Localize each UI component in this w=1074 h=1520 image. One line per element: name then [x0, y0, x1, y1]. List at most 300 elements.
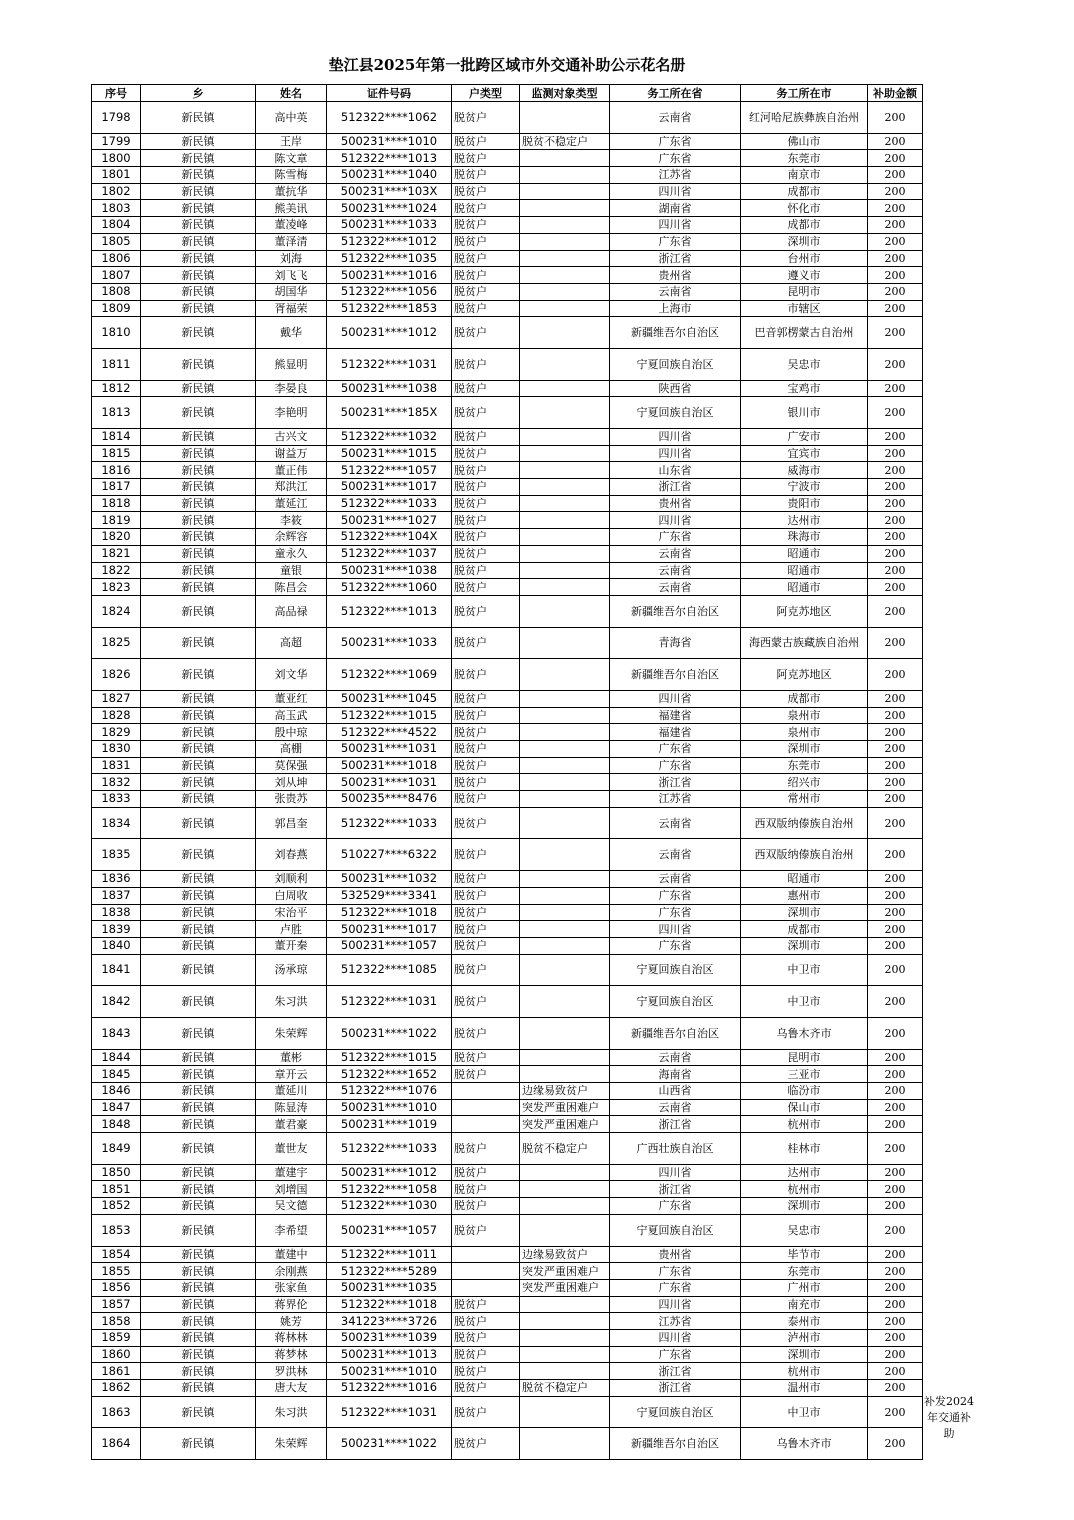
row-monitor-type — [520, 807, 610, 839]
row-town: 新民镇 — [141, 1329, 256, 1346]
row-name: 姚芳 — [256, 1313, 327, 1330]
table-row — [92, 757, 923, 774]
row-household-type: 脱贫户 — [452, 1313, 520, 1330]
row-seq: 1802 — [92, 183, 141, 200]
row-town: 新民镇 — [141, 707, 256, 724]
row-monitor-type — [520, 495, 610, 512]
row-amount: 200 — [868, 1214, 923, 1246]
table-row — [92, 250, 923, 267]
row-seq: 1845 — [92, 1066, 141, 1083]
row-id-number: 512322****1033 — [327, 495, 452, 512]
table-row — [92, 1263, 923, 1280]
row-seq: 1803 — [92, 200, 141, 217]
row-town: 新民镇 — [141, 1246, 256, 1263]
row-seq: 1849 — [92, 1133, 141, 1165]
row-household-type: 脱贫户 — [452, 317, 520, 349]
row-id-number: 500231****1018 — [327, 757, 452, 774]
row-name: 董世友 — [256, 1133, 327, 1165]
row-work-province: 福建省 — [610, 724, 741, 741]
row-name: 高超 — [256, 627, 327, 659]
row-seq: 1842 — [92, 986, 141, 1018]
row-amount: 200 — [868, 133, 923, 150]
row-household-type: 脱贫户 — [452, 1017, 520, 1049]
row-work-province: 浙江省 — [610, 774, 741, 791]
row-amount: 200 — [868, 1116, 923, 1133]
row-name: 刘从坤 — [256, 774, 327, 791]
row-seq: 1800 — [92, 150, 141, 167]
row-work-city: 泸州市 — [741, 1329, 868, 1346]
row-work-province: 新疆维吾尔自治区 — [610, 659, 741, 691]
row-seq: 1859 — [92, 1329, 141, 1346]
row-work-city: 怀化市 — [741, 200, 868, 217]
row-work-province: 广东省 — [610, 887, 741, 904]
row-id-number: 512322****1085 — [327, 954, 452, 986]
row-monitor-type — [520, 904, 610, 921]
row-monitor-type — [520, 1049, 610, 1066]
row-name: 董凌峰 — [256, 217, 327, 234]
row-name: 刘飞飞 — [256, 267, 327, 284]
row-work-province: 江苏省 — [610, 791, 741, 808]
row-name: 董抗华 — [256, 183, 327, 200]
row-household-type: 脱贫户 — [452, 1396, 520, 1428]
row-id-number: 512322****1031 — [327, 348, 452, 380]
row-work-province: 广东省 — [610, 741, 741, 758]
row-monitor-type — [520, 429, 610, 446]
row-amount: 200 — [868, 871, 923, 888]
table-row — [92, 1164, 923, 1181]
row-id-number: 500231****1010 — [327, 1099, 452, 1116]
row-name: 陈文章 — [256, 150, 327, 167]
row-work-city: 佛山市 — [741, 133, 868, 150]
row-seq: 1839 — [92, 921, 141, 938]
row-household-type: 脱贫户 — [452, 1428, 520, 1460]
table-row — [92, 283, 923, 300]
row-work-province: 贵州省 — [610, 267, 741, 284]
row-monitor-type — [520, 562, 610, 579]
row-amount: 200 — [868, 200, 923, 217]
row-monitor-type — [520, 937, 610, 954]
row-household-type: 脱贫户 — [452, 986, 520, 1018]
row-seq: 1810 — [92, 317, 141, 349]
row-household-type: 脱贫户 — [452, 429, 520, 446]
row-work-city: 乌鲁木齐市 — [741, 1017, 868, 1049]
table-row — [92, 429, 923, 446]
row-town: 新民镇 — [141, 562, 256, 579]
row-seq: 1806 — [92, 250, 141, 267]
row-id-number: 532529****3341 — [327, 887, 452, 904]
row-seq: 1855 — [92, 1263, 141, 1280]
row-work-city: 阿克苏地区 — [741, 659, 868, 691]
row-name: 董建中 — [256, 1246, 327, 1263]
row-seq: 1852 — [92, 1198, 141, 1215]
row-town: 新民镇 — [141, 659, 256, 691]
table-row — [92, 807, 923, 839]
table-row — [92, 348, 923, 380]
row-monitor-type — [520, 102, 610, 134]
row-household-type: 脱贫户 — [452, 807, 520, 839]
row-work-city: 吴忠市 — [741, 1214, 868, 1246]
row-amount: 200 — [868, 462, 923, 479]
row-id-number: 512322****1015 — [327, 707, 452, 724]
row-seq: 1834 — [92, 807, 141, 839]
row-work-province: 四川省 — [610, 1296, 741, 1313]
row-monitor-type — [520, 529, 610, 546]
row-id-number: 512322****1033 — [327, 1133, 452, 1165]
table-row — [92, 479, 923, 496]
row-household-type: 脱贫户 — [452, 167, 520, 184]
row-id-number: 512322****1013 — [327, 595, 452, 627]
row-town: 新民镇 — [141, 986, 256, 1018]
row-work-city: 保山市 — [741, 1099, 868, 1116]
table-row — [92, 791, 923, 808]
row-work-city: 惠州市 — [741, 887, 868, 904]
row-id-number: 512322****1031 — [327, 1396, 452, 1428]
row-amount: 200 — [868, 562, 923, 579]
row-monitor-type — [520, 445, 610, 462]
row-id-number: 500231****1010 — [327, 133, 452, 150]
row-amount: 200 — [868, 707, 923, 724]
row-seq: 1830 — [92, 741, 141, 758]
table-row — [92, 1313, 923, 1330]
row-name: 童银 — [256, 562, 327, 579]
row-work-city: 西双版纳傣族自治州 — [741, 839, 868, 871]
row-work-city: 台州市 — [741, 250, 868, 267]
row-household-type — [452, 1263, 520, 1280]
row-name: 陈昌会 — [256, 579, 327, 596]
row-work-city: 宁波市 — [741, 479, 868, 496]
row-id-number: 512322****1060 — [327, 579, 452, 596]
row-work-city: 常州市 — [741, 791, 868, 808]
row-work-province: 福建省 — [610, 707, 741, 724]
row-household-type: 脱贫户 — [452, 595, 520, 627]
row-amount: 200 — [868, 397, 923, 429]
row-work-city: 中卫市 — [741, 986, 868, 1018]
row-town: 新民镇 — [141, 429, 256, 446]
row-household-type: 脱贫户 — [452, 1380, 520, 1397]
table-row — [92, 1346, 923, 1363]
row-seq: 1829 — [92, 724, 141, 741]
row-amount: 200 — [868, 1346, 923, 1363]
table-row — [92, 267, 923, 284]
table-row — [92, 495, 923, 512]
table-row — [92, 887, 923, 904]
row-amount: 200 — [868, 579, 923, 596]
row-name: 高中英 — [256, 102, 327, 134]
row-household-type: 脱贫户 — [452, 348, 520, 380]
row-amount: 200 — [868, 887, 923, 904]
row-town: 新民镇 — [141, 1346, 256, 1363]
row-household-type: 脱贫户 — [452, 954, 520, 986]
row-name: 张贵苏 — [256, 791, 327, 808]
row-seq: 1825 — [92, 627, 141, 659]
row-town: 新民镇 — [141, 1263, 256, 1280]
header-seq: 序号 — [92, 85, 141, 102]
row-work-province: 云南省 — [610, 839, 741, 871]
row-name: 李筱 — [256, 512, 327, 529]
row-amount: 200 — [868, 1313, 923, 1330]
row-town: 新民镇 — [141, 904, 256, 921]
row-work-province: 广东省 — [610, 757, 741, 774]
row-monitor-type — [520, 839, 610, 871]
row-monitor-type — [520, 1164, 610, 1181]
row-name: 罗洪林 — [256, 1363, 327, 1380]
row-id-number: 512322****1012 — [327, 233, 452, 250]
row-monitor-type — [520, 707, 610, 724]
row-town: 新民镇 — [141, 1099, 256, 1116]
row-seq: 1847 — [92, 1099, 141, 1116]
row-name: 高棚 — [256, 741, 327, 758]
row-seq: 1822 — [92, 562, 141, 579]
row-work-province: 江苏省 — [610, 1313, 741, 1330]
row-work-province: 云南省 — [610, 807, 741, 839]
row-monitor-type — [520, 921, 610, 938]
row-id-number: 500231****1016 — [327, 267, 452, 284]
table-row — [92, 167, 923, 184]
table-row — [92, 217, 923, 234]
row-name: 李希望 — [256, 1214, 327, 1246]
row-amount: 200 — [868, 1246, 923, 1263]
row-work-city: 广安市 — [741, 429, 868, 446]
row-id-number: 500231****185X — [327, 397, 452, 429]
row-amount: 200 — [868, 724, 923, 741]
row-work-city: 温州市 — [741, 1380, 868, 1397]
row-amount: 200 — [868, 1363, 923, 1380]
row-name: 郑洪江 — [256, 479, 327, 496]
table-row — [92, 904, 923, 921]
table-row — [92, 954, 923, 986]
row-work-city: 深圳市 — [741, 741, 868, 758]
row-id-number: 500231****1031 — [327, 774, 452, 791]
row-seq: 1854 — [92, 1246, 141, 1263]
row-town: 新民镇 — [141, 887, 256, 904]
row-town: 新民镇 — [141, 217, 256, 234]
row-name: 董延川 — [256, 1083, 327, 1100]
row-name: 董正伟 — [256, 462, 327, 479]
row-work-province: 宁夏回族自治区 — [610, 348, 741, 380]
row-monitor-type — [520, 150, 610, 167]
table-row — [92, 937, 923, 954]
row-name: 董彬 — [256, 1049, 327, 1066]
row-amount: 200 — [868, 1164, 923, 1181]
row-amount: 200 — [868, 167, 923, 184]
row-work-province: 新疆维吾尔自治区 — [610, 1428, 741, 1460]
row-name: 王岸 — [256, 133, 327, 150]
row-id-number: 512322****1062 — [327, 102, 452, 134]
row-id-number: 500231****1012 — [327, 317, 452, 349]
row-amount: 200 — [868, 1099, 923, 1116]
row-amount: 200 — [868, 627, 923, 659]
row-amount: 200 — [868, 445, 923, 462]
row-id-number: 500231****1017 — [327, 921, 452, 938]
row-town: 新民镇 — [141, 791, 256, 808]
row-work-city: 三亚市 — [741, 1066, 868, 1083]
row-work-province: 山东省 — [610, 462, 741, 479]
row-work-city: 深圳市 — [741, 233, 868, 250]
table-row — [92, 1198, 923, 1215]
row-household-type: 脱贫户 — [452, 904, 520, 921]
row-amount: 200 — [868, 217, 923, 234]
row-id-number: 512322****1069 — [327, 659, 452, 691]
row-work-province: 广东省 — [610, 529, 741, 546]
table-row — [92, 1083, 923, 1100]
row-work-province: 广东省 — [610, 904, 741, 921]
row-seq: 1863 — [92, 1396, 141, 1428]
row-work-city: 成都市 — [741, 690, 868, 707]
row-id-number: 500231****1057 — [327, 937, 452, 954]
row-household-type: 脱贫户 — [452, 921, 520, 938]
row-work-city: 成都市 — [741, 217, 868, 234]
row-id-number: 500231****1017 — [327, 479, 452, 496]
row-monitor-type — [520, 380, 610, 397]
row-id-number: 512322****1030 — [327, 1198, 452, 1215]
row-id-number: 500231****1024 — [327, 200, 452, 217]
row-work-city: 银川市 — [741, 397, 868, 429]
row-work-city: 昭通市 — [741, 579, 868, 596]
row-amount: 200 — [868, 690, 923, 707]
row-name: 董君豪 — [256, 1116, 327, 1133]
table-row — [92, 562, 923, 579]
row-name: 白周收 — [256, 887, 327, 904]
row-town: 新民镇 — [141, 1164, 256, 1181]
row-household-type: 脱贫户 — [452, 283, 520, 300]
row-household-type: 脱贫户 — [452, 627, 520, 659]
row-work-city: 泉州市 — [741, 724, 868, 741]
row-work-province: 云南省 — [610, 1099, 741, 1116]
row-town: 新民镇 — [141, 529, 256, 546]
row-seq: 1851 — [92, 1181, 141, 1198]
row-monitor-type — [520, 724, 610, 741]
row-work-city: 东莞市 — [741, 757, 868, 774]
row-seq: 1821 — [92, 545, 141, 562]
row-work-province: 浙江省 — [610, 1116, 741, 1133]
table-row — [92, 300, 923, 317]
row-seq: 1844 — [92, 1049, 141, 1066]
table-row — [92, 1017, 923, 1049]
row-amount: 200 — [868, 429, 923, 446]
row-monitor-type: 突发严重困难户 — [520, 1263, 610, 1280]
row-work-province: 上海市 — [610, 300, 741, 317]
row-monitor-type: 突发严重困难户 — [520, 1279, 610, 1296]
row-town: 新民镇 — [141, 283, 256, 300]
row-town: 新民镇 — [141, 267, 256, 284]
row-id-number: 512322****1018 — [327, 1296, 452, 1313]
row-id-number: 512322****5289 — [327, 1263, 452, 1280]
row-household-type: 脱贫户 — [452, 1181, 520, 1198]
row-town: 新民镇 — [141, 462, 256, 479]
row-household-type: 脱贫户 — [452, 479, 520, 496]
row-work-city: 吴忠市 — [741, 348, 868, 380]
row-name: 章开云 — [256, 1066, 327, 1083]
row-monitor-type: 脱贫不稳定户 — [520, 133, 610, 150]
row-amount: 200 — [868, 380, 923, 397]
row-seq: 1850 — [92, 1164, 141, 1181]
row-id-number: 500231****1039 — [327, 1329, 452, 1346]
row-amount: 200 — [868, 545, 923, 562]
row-town: 新民镇 — [141, 380, 256, 397]
row-id-number: 512322****1032 — [327, 429, 452, 446]
roster-table — [91, 84, 923, 1460]
row-seq: 1823 — [92, 579, 141, 596]
row-id-number: 500231****1013 — [327, 1346, 452, 1363]
row-name: 李艳明 — [256, 397, 327, 429]
row-work-city: 昆明市 — [741, 283, 868, 300]
row-work-province: 云南省 — [610, 562, 741, 579]
table-row — [92, 627, 923, 659]
row-amount: 200 — [868, 250, 923, 267]
row-id-number: 500231****1045 — [327, 690, 452, 707]
table-row — [92, 1181, 923, 1198]
row-work-province: 广西壮族自治区 — [610, 1133, 741, 1165]
row-work-province: 浙江省 — [610, 479, 741, 496]
row-work-province: 四川省 — [610, 217, 741, 234]
row-seq: 1853 — [92, 1214, 141, 1246]
row-household-type: 脱贫户 — [452, 1346, 520, 1363]
row-id-number: 500235****8476 — [327, 791, 452, 808]
table-row — [92, 397, 923, 429]
row-work-province: 四川省 — [610, 183, 741, 200]
row-id-number: 512322****1853 — [327, 300, 452, 317]
row-town: 新民镇 — [141, 774, 256, 791]
row-town: 新民镇 — [141, 1396, 256, 1428]
table-row — [92, 921, 923, 938]
row-town: 新民镇 — [141, 1296, 256, 1313]
row-name: 蒋梦林 — [256, 1346, 327, 1363]
row-town: 新民镇 — [141, 317, 256, 349]
row-seq: 1816 — [92, 462, 141, 479]
row-amount: 200 — [868, 102, 923, 134]
row-seq: 1817 — [92, 479, 141, 496]
row-work-city: 红河哈尼族彝族自治州 — [741, 102, 868, 134]
row-work-city: 宜宾市 — [741, 445, 868, 462]
row-amount: 200 — [868, 267, 923, 284]
row-town: 新民镇 — [141, 1428, 256, 1460]
table-row — [92, 380, 923, 397]
table-row — [92, 986, 923, 1018]
table-row — [92, 1329, 923, 1346]
row-monitor-type — [520, 986, 610, 1018]
row-town: 新民镇 — [141, 495, 256, 512]
row-seq: 1840 — [92, 937, 141, 954]
row-seq: 1846 — [92, 1083, 141, 1100]
row-id-number: 500231****1057 — [327, 1214, 452, 1246]
row-household-type: 脱贫户 — [452, 1329, 520, 1346]
row-name: 刘海 — [256, 250, 327, 267]
row-id-number: 500231****1032 — [327, 871, 452, 888]
row-seq: 1801 — [92, 167, 141, 184]
table-row — [92, 1133, 923, 1165]
row-name: 古兴文 — [256, 429, 327, 446]
row-seq: 1837 — [92, 887, 141, 904]
row-amount: 200 — [868, 512, 923, 529]
side-note: 补发2024年交通补助 — [924, 1395, 974, 1440]
table-row — [92, 462, 923, 479]
row-work-province: 湖南省 — [610, 200, 741, 217]
row-id-number: 500231****1038 — [327, 562, 452, 579]
row-amount: 200 — [868, 937, 923, 954]
row-amount: 200 — [868, 233, 923, 250]
row-work-city: 广州市 — [741, 1279, 868, 1296]
row-seq: 1804 — [92, 217, 141, 234]
row-town: 新民镇 — [141, 348, 256, 380]
row-work-province: 云南省 — [610, 102, 741, 134]
table-row — [92, 690, 923, 707]
row-household-type: 脱贫户 — [452, 183, 520, 200]
row-town: 新民镇 — [141, 1066, 256, 1083]
row-monitor-type — [520, 1198, 610, 1215]
row-household-type: 脱贫户 — [452, 380, 520, 397]
row-monitor-type — [520, 887, 610, 904]
row-name: 唐大友 — [256, 1380, 327, 1397]
